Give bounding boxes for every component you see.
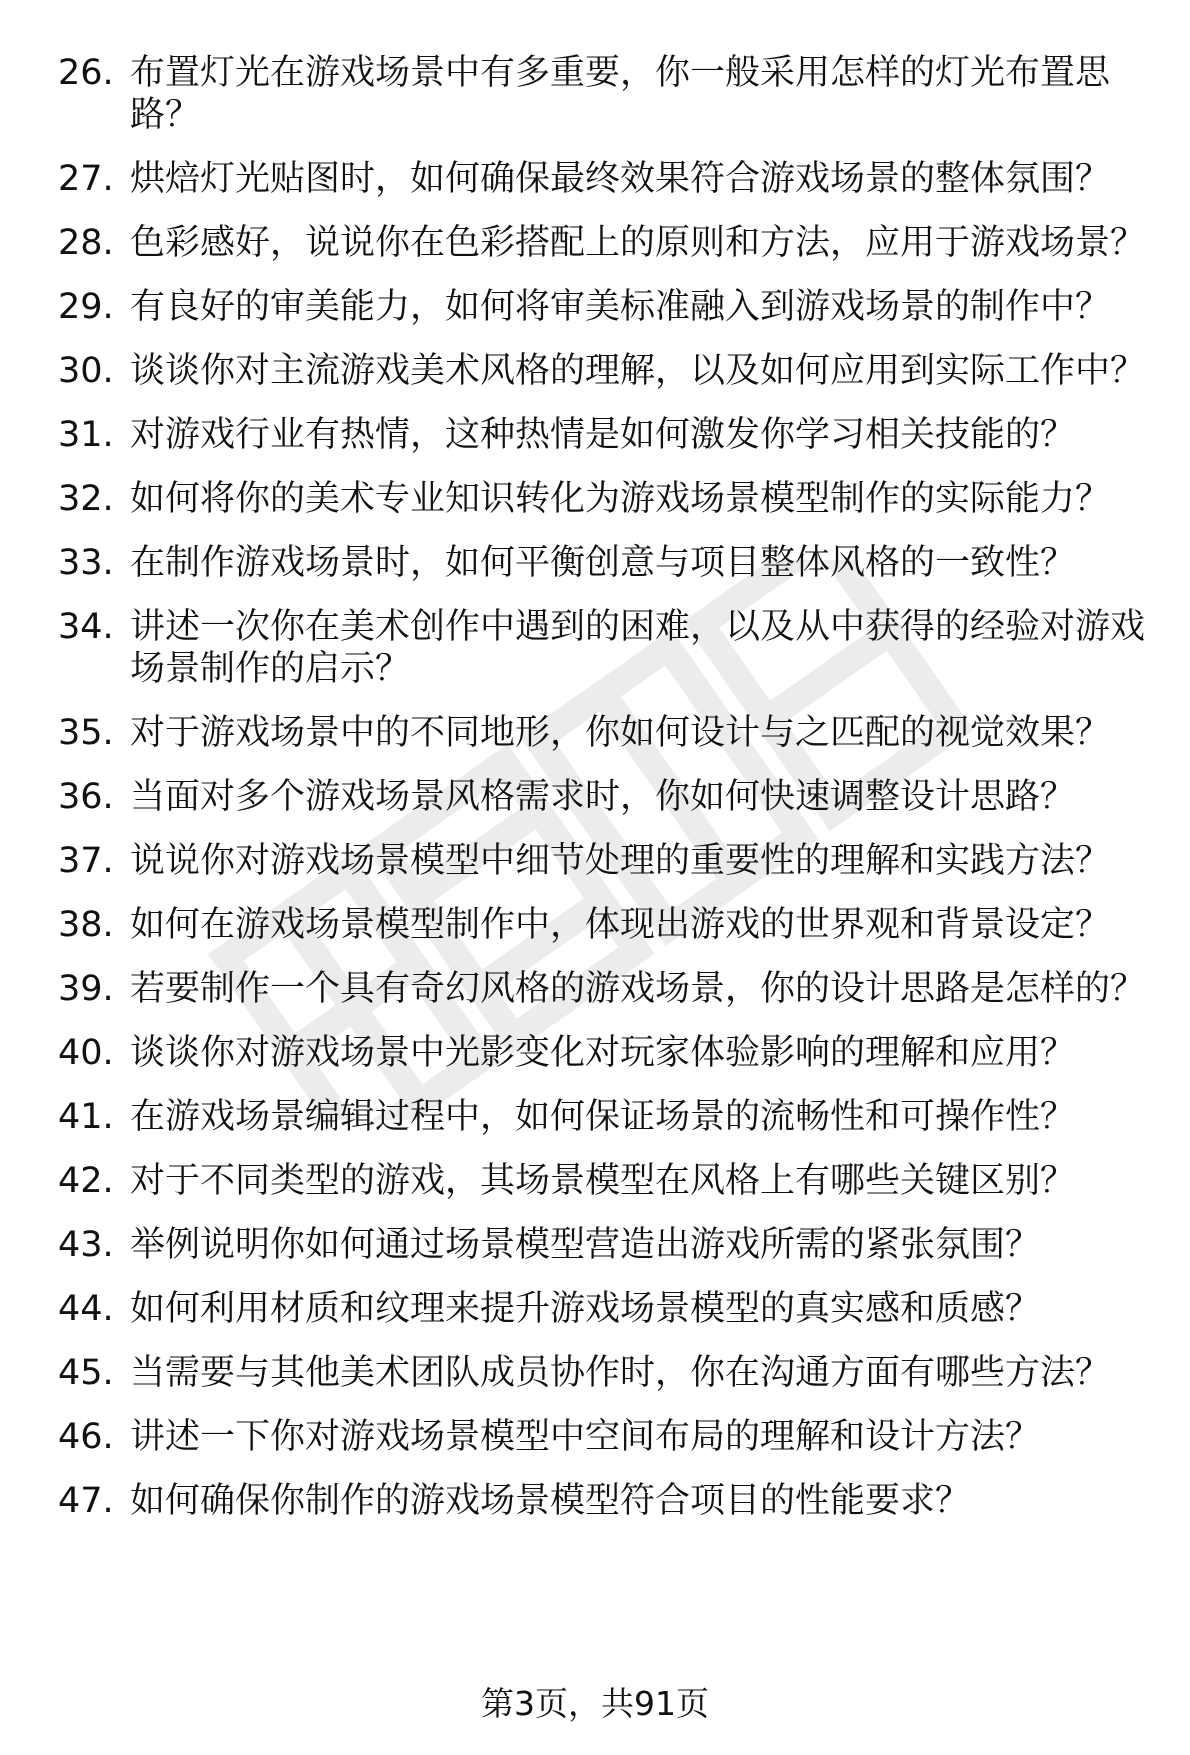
question-number: 44. — [58, 1289, 114, 1329]
question-text: 烘焙灯光贴图时，如何确保最终效果符合游戏场景的整体氛围？ — [130, 159, 1111, 199]
question-number: 31. — [58, 415, 114, 455]
question-number: 37. — [58, 841, 114, 881]
question-item — [58, 840, 1148, 882]
question-list — [58, 52, 1148, 1544]
question-number: 30. — [58, 351, 114, 391]
question-item — [58, 1480, 1148, 1522]
question-number: 43. — [58, 1225, 114, 1265]
question-number: 39. — [58, 969, 114, 1009]
question-text: 如何利用材质和纹理来提升游戏场景模型的真实感和质感？ — [130, 1289, 1041, 1329]
question-number: 35. — [58, 713, 114, 753]
question-number: 36. — [58, 777, 114, 817]
question-text: 谈谈你对主流游戏美术风格的理解，以及如何应用到实际工作中？ — [130, 351, 1146, 391]
question-text: 当需要与其他美术团队成员协作时，你在沟通方面有哪些方法？ — [130, 1353, 1111, 1393]
question-text: 对游戏行业有热情，这种热情是如何激发你学习相关技能的？ — [130, 415, 1076, 455]
question-item — [58, 1416, 1148, 1458]
question-text: 如何将你的美术专业知识转化为游戏场景模型制作的实际能力？ — [130, 479, 1111, 519]
question-item — [58, 1224, 1148, 1266]
question-number: 46. — [58, 1417, 114, 1457]
question-item — [58, 1352, 1148, 1394]
question-number: 41. — [58, 1097, 114, 1137]
question-number: 32. — [58, 479, 114, 519]
question-item — [58, 286, 1148, 328]
question-text: 有良好的审美能力，如何将审美标准融入到游戏场景的制作中？ — [130, 287, 1111, 327]
question-text: 对于游戏场景中的不同地形，你如何设计与之匹配的视觉效果？ — [130, 713, 1111, 753]
question-item — [58, 52, 1148, 136]
question-item — [58, 904, 1148, 946]
question-number: 34. — [58, 607, 114, 647]
question-text: 讲述一次你在美术创作中遇到的困难，以及从中获得的经验对游戏场景制作的启示？ — [130, 607, 1146, 689]
page-number-label: 第3页，共91页 — [481, 1684, 709, 1723]
question-item — [58, 1160, 1148, 1202]
question-text: 谈谈你对游戏场景中光影变化对玩家体验影响的理解和应用？ — [130, 1033, 1076, 1073]
question-text: 布置灯光在游戏场景中有多重要，你一般采用怎样的灯光布置思路？ — [130, 53, 1111, 135]
question-item — [58, 414, 1148, 456]
question-item — [58, 478, 1148, 520]
question-item — [58, 1032, 1148, 1074]
question-item — [58, 776, 1148, 818]
question-item — [58, 542, 1148, 584]
question-item — [58, 350, 1148, 392]
question-item — [58, 1288, 1148, 1330]
question-item — [58, 222, 1148, 264]
question-text: 对于不同类型的游戏，其场景模型在风格上有哪些关键区别？ — [130, 1161, 1076, 1201]
question-item — [58, 606, 1148, 690]
page-footer — [0, 1684, 1190, 1724]
question-number: 28. — [58, 223, 114, 263]
question-number: 26. — [58, 53, 114, 93]
question-number: 42. — [58, 1161, 114, 1201]
question-number: 47. — [58, 1481, 114, 1521]
question-item — [58, 968, 1148, 1010]
question-number: 45. — [58, 1353, 114, 1393]
question-text: 在制作游戏场景时，如何平衡创意与项目整体风格的一致性？ — [130, 543, 1076, 583]
question-number: 38. — [58, 905, 114, 945]
question-text: 在游戏场景编辑过程中，如何保证场景的流畅性和可操作性？ — [130, 1097, 1076, 1137]
question-text: 若要制作一个具有奇幻风格的游戏场景，你的设计思路是怎样的？ — [130, 969, 1146, 1009]
question-item — [58, 712, 1148, 754]
question-number: 33. — [58, 543, 114, 583]
question-number: 40. — [58, 1033, 114, 1073]
question-text: 如何确保你制作的游戏场景模型符合项目的性能要求？ — [130, 1481, 971, 1521]
question-number: 29. — [58, 287, 114, 327]
question-text: 色彩感好，说说你在色彩搭配上的原则和方法，应用于游戏场景？ — [130, 223, 1146, 263]
question-number: 27. — [58, 159, 114, 199]
question-text: 说说你对游戏场景模型中细节处理的重要性的理解和实践方法？ — [130, 841, 1111, 881]
question-text: 举例说明你如何通过场景模型营造出游戏所需的紧张氛围？ — [130, 1225, 1041, 1265]
question-text: 如何在游戏场景模型制作中，体现出游戏的世界观和背景设定？ — [130, 905, 1111, 945]
question-item — [58, 158, 1148, 200]
question-text: 讲述一下你对游戏场景模型中空间布局的理解和设计方法？ — [130, 1417, 1041, 1457]
question-text: 当面对多个游戏场景风格需求时，你如何快速调整设计思路？ — [130, 777, 1076, 817]
question-item — [58, 1096, 1148, 1138]
